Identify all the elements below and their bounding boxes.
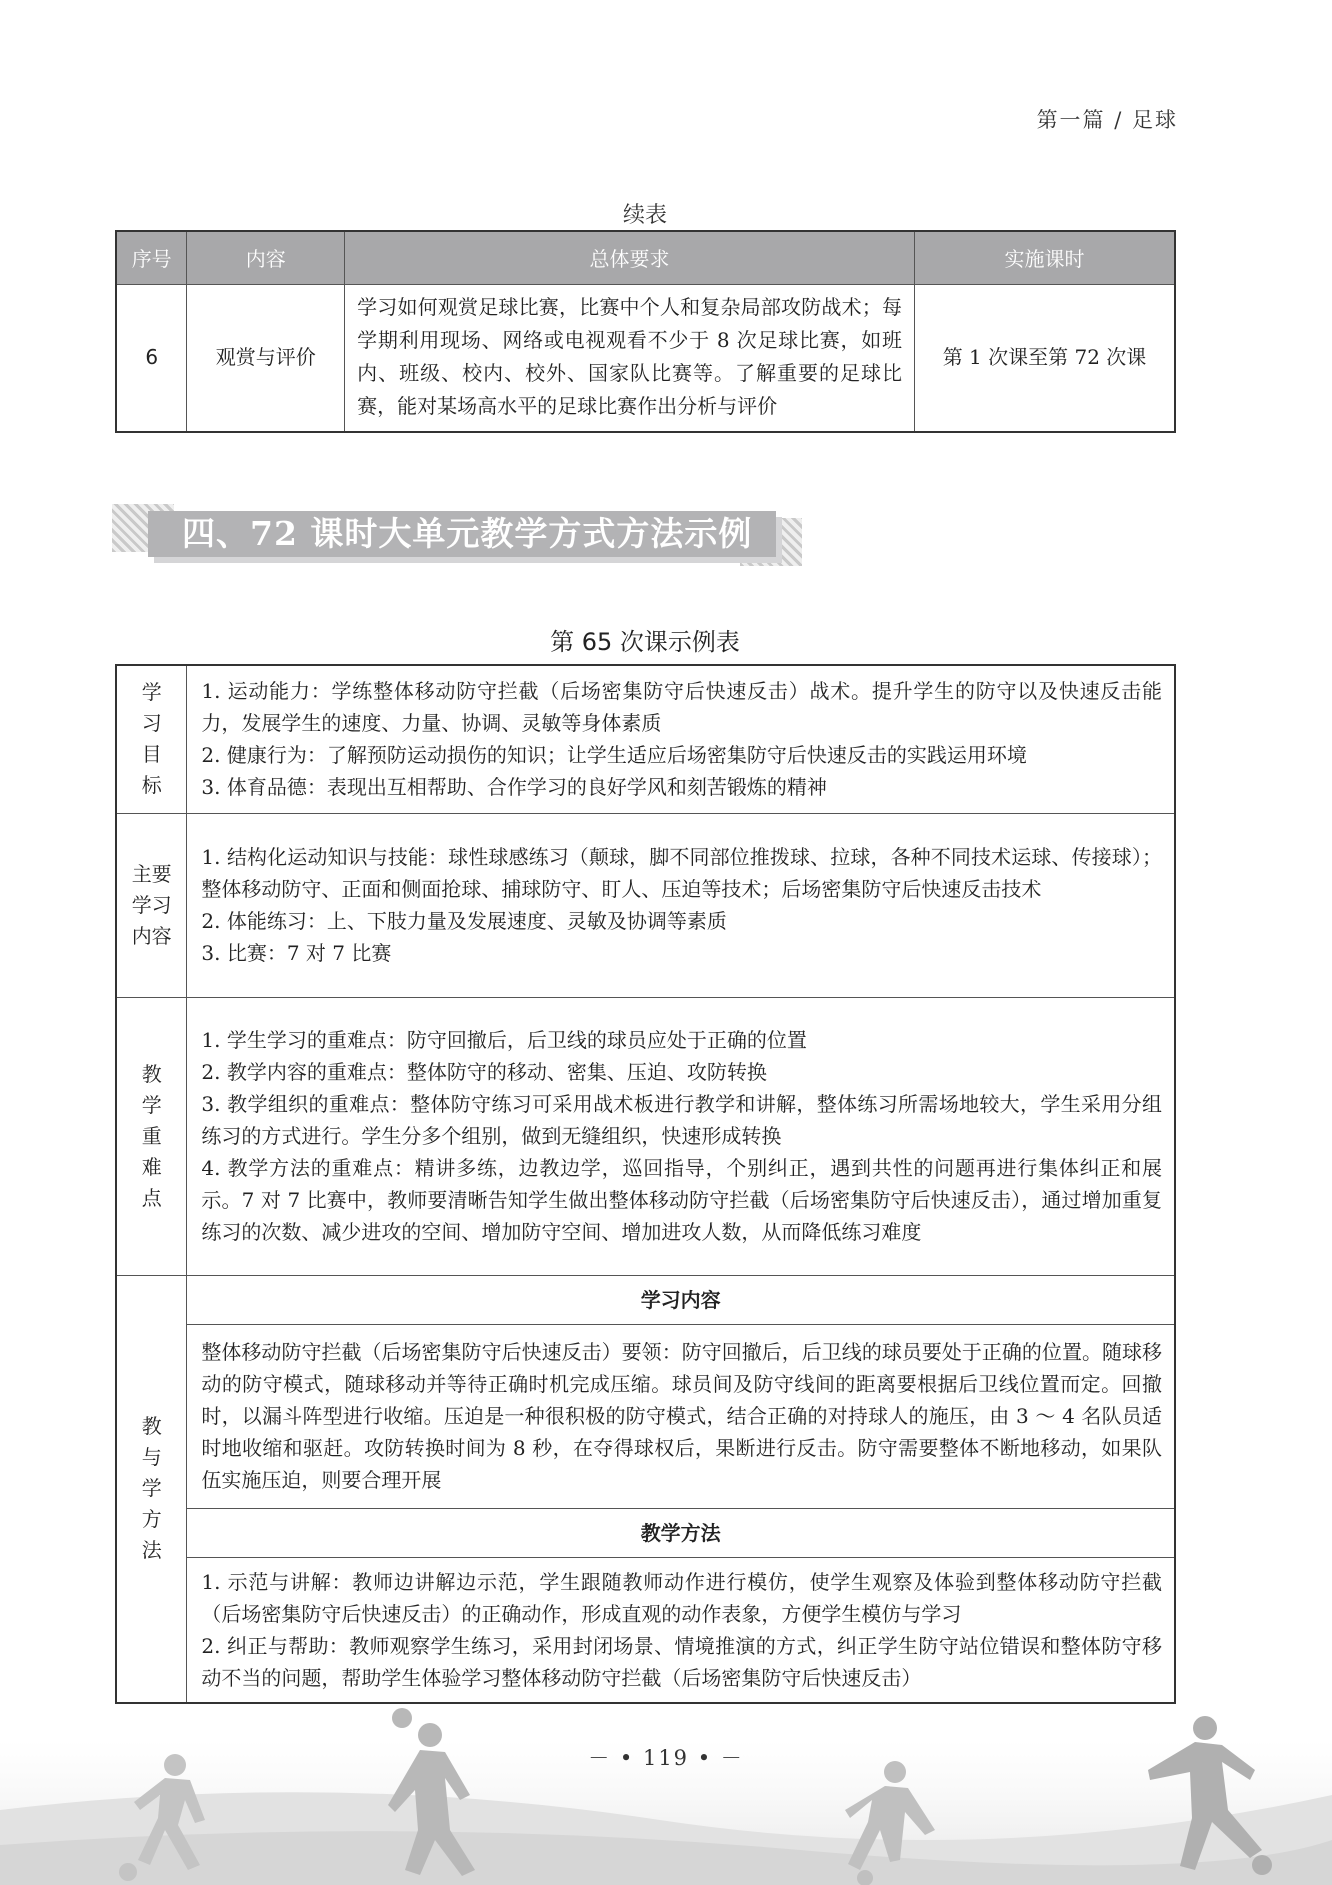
- difficulty-line: 4. 教学方法的重难点：精讲多练，边教边学，巡回指导，个别纠正，遇到共性的问题再进行集体纠正和展示。7 对 7 比赛中，教师要清晰告知学生做出整体移动防守拦截（后场密集防守后快速反击），通过增加重复练习的次数、减少进攻的空间、增加防守空间、增加进攻人数，从而降低练习难度: [201, 1156, 1162, 1244]
- goal-line: 1. 运动能力：学练整体移动防守拦截（后场密集防守后快速反击）战术。提升学生的防守以及快速反击能力，发展学生的速度、力量、协调、灵敏等身体素质: [201, 679, 1162, 736]
- label-char: 习: [141, 711, 162, 736]
- label-char: 主要: [131, 861, 172, 886]
- goals-body: [187, 665, 1175, 813]
- label-char: 重: [141, 1123, 162, 1148]
- methods-label: [116, 1275, 187, 1703]
- goal-line: 2. 健康行为：了解预防运动损伤的知识；让学生适应后场密集防守后快速反击的实践运用环境: [201, 743, 1027, 768]
- difficulty-line: 2. 教学内容的重难点：整体防守的移动、密集、压迫、攻防转换: [201, 1060, 767, 1084]
- label-char: 法: [141, 1538, 162, 1563]
- label-char: 教: [141, 1061, 162, 1086]
- table-row: [116, 1508, 1175, 1557]
- label-char: 目: [141, 742, 162, 767]
- content-body: [187, 813, 1175, 997]
- running-head: 第一篇 / 足球: [1036, 108, 1178, 132]
- goals-label: [116, 665, 187, 813]
- label-char: 学习: [131, 892, 172, 917]
- row-content: 观赏与评价: [187, 284, 345, 432]
- section-heading: 四、72 课时大单元教学方式方法示例: [182, 514, 753, 553]
- difficulties-body: [187, 997, 1175, 1275]
- page-number: － • 119 • －: [588, 1746, 744, 1770]
- table-row: [116, 284, 1175, 432]
- content-line: 2. 体能练习：上、下肢力量及发展速度、灵敏及协调等素质: [201, 909, 727, 933]
- table-row: [116, 665, 1175, 813]
- label-char: 点: [141, 1185, 162, 1210]
- difficulty-line: 3. 教学组织的重难点：整体防守练习可采用战术板进行教学和讲解，整体练习所需场地较大，学生采用分组练习的方式进行。学生分多个组别，做到无缝组织，快速形成转换: [201, 1092, 1162, 1148]
- header-requirement: 总体要求: [345, 231, 915, 284]
- footer-decoration: [0, 1700, 1332, 1885]
- row-requirement: 学习如何观赏足球比赛，比赛中个人和复杂局部攻防战术；每学期利用现场、网络或电视观看不少于 8 次足球比赛，如班内、班级、校内、校外、国家队比赛等。了解重要的足球比赛，能对某场高水平的足球比赛作出分析与评价: [345, 284, 915, 432]
- learning-heading: 学习内容: [187, 1275, 1175, 1324]
- teaching-line: 2. 纠正与帮助：教师观察学生练习，采用封闭场景、情境推演的方式，纠正学生防守站位错误和整体防守移动不当的问题，帮助学生体验学习整体移动防守拦截（后场密集防守后快速反击）: [201, 1633, 1162, 1690]
- learning-text: 整体移动防守拦截（后场密集防守后快速反击）要领：防守回撤后，后卫线的球员要处于正确的位置。随球移动的防守模式，随球移动并等待正确时机完成压缩。球员间及防守线间的距离要根据后卫线位置而定。回撤时，以漏斗阵型进行收缩。压迫是一种很积极的防守模式，结合正确的对持球人的施压，由 3 ～ 4 名队员适时地收缩和驱赶。攻防转换时间为 8 秒，在夺得球权后，果断进行反击。防守需要整体不断地移动，如果队伍实施压迫，则要合理开展: [187, 1324, 1175, 1508]
- lesson-table: [115, 664, 1176, 1704]
- row-index: 6: [116, 284, 187, 432]
- difficulties-label: [116, 997, 187, 1275]
- table-row: [116, 1275, 1175, 1324]
- content-label: [116, 813, 187, 997]
- continued-table-caption: 续表: [622, 203, 667, 228]
- header-content: 内容: [187, 231, 345, 284]
- label-char: 学: [141, 1476, 162, 1501]
- label-char: 学: [141, 680, 162, 705]
- table-row: [116, 1324, 1175, 1508]
- label-char: 难: [141, 1154, 162, 1179]
- label-char: 教: [141, 1414, 162, 1439]
- lesson-table-title: 第 65 次课示例表: [550, 628, 740, 656]
- difficulty-line: 1. 学生学习的重难点：防守回撤后，后卫线的球员应处于正确的位置: [201, 1028, 807, 1052]
- content-line: 3. 比赛：7 对 7 比赛: [201, 941, 392, 965]
- teaching-heading: 教学方法: [187, 1508, 1175, 1557]
- row-hours: 第 1 次课至第 72 次课: [915, 284, 1176, 432]
- header-hours: 实施课时: [915, 231, 1176, 284]
- continued-table: [115, 230, 1176, 433]
- table-row: [116, 1557, 1175, 1703]
- label-char: 学: [141, 1092, 162, 1117]
- label-char: 内容: [131, 923, 172, 948]
- content-line: 1. 结构化运动知识与技能：球性球感练习（颠球，脚不同部位推拨球、拉球，各种不同技术运球、传接球）；整体移动防守、正面和侧面抢球、捕球防守、盯人、压迫等技术；后场密集防守后快速反击技术: [201, 845, 1162, 901]
- label-char: 与: [141, 1445, 162, 1470]
- teaching-line: 1. 示范与讲解：教师边讲解边示范，学生跟随教师动作进行模仿，使学生观察及体验到整体移动防守拦截（后场密集防守后快速反击）的正确动作，形成直观的动作表象，方便学生模仿与学习: [201, 1569, 1162, 1626]
- header-index: 序号: [116, 231, 187, 284]
- section-banner: [112, 500, 812, 570]
- teaching-body: [187, 1557, 1175, 1703]
- table-row: [116, 997, 1175, 1275]
- continued-table-header-row: [116, 231, 1175, 284]
- label-char: 方: [141, 1507, 162, 1532]
- goal-line: 3. 体育品德：表现出互相帮助、合作学习的良好学风和刻苦锻炼的精神: [201, 775, 827, 800]
- label-char: 标: [141, 773, 162, 798]
- table-row: [116, 813, 1175, 997]
